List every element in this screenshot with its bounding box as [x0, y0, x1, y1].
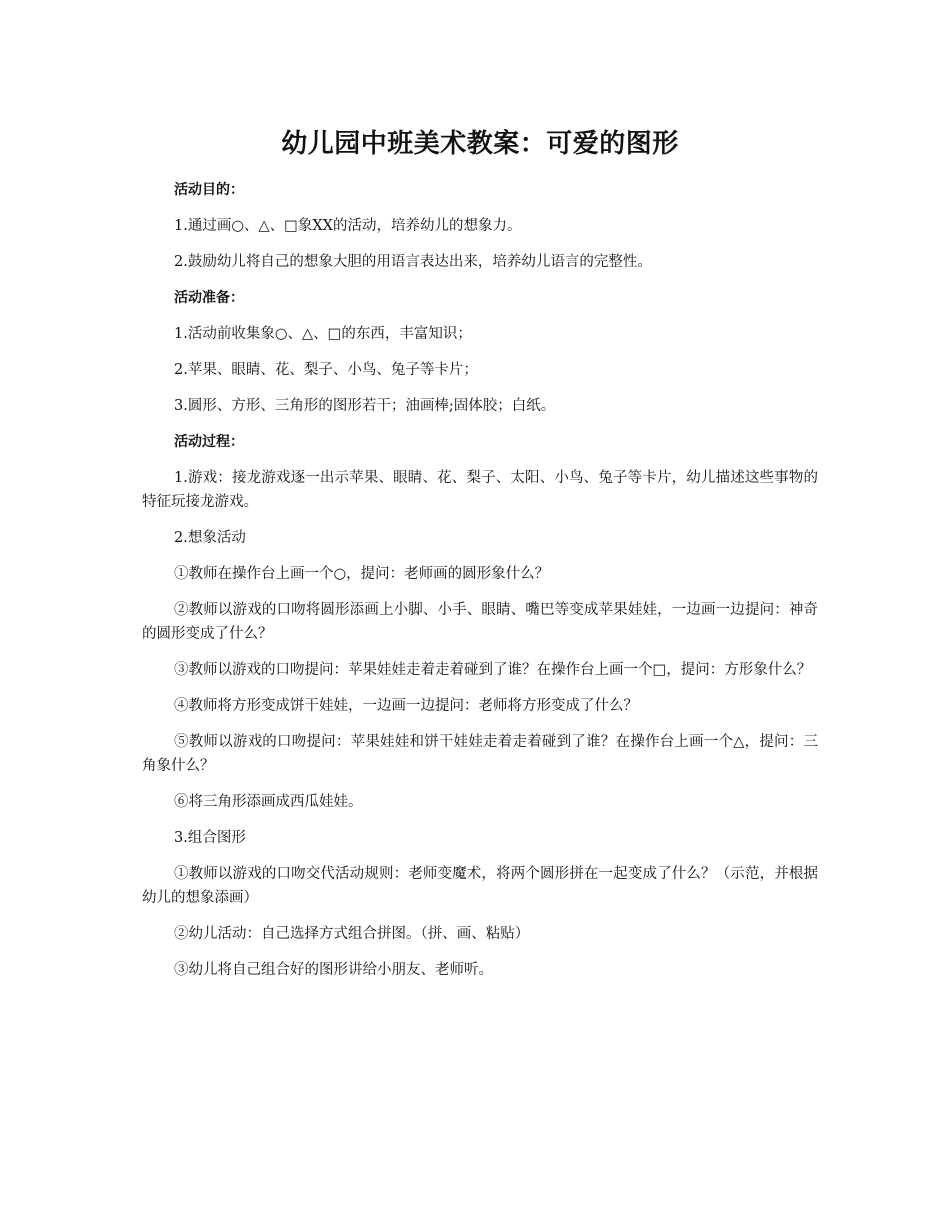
section-heading-objectives: 活动目的：: [174, 182, 244, 198]
section-heading-process: 活动过程：: [174, 434, 244, 450]
paragraph: ④教师将方形变成饼干娃娃，一边画一边提问：老师将方形变成了什么？: [174, 698, 638, 714]
paragraph: 1.通过画○、△、□象XX的活动，培养幼儿的想象力。: [174, 218, 522, 234]
paragraph: ②幼儿活动：自己选择方式组合拼图。（拼、画、粘贴）: [174, 926, 530, 942]
paragraph: 1.游戏：接龙游戏逐一出示苹果、眼睛、花、梨子、太阳、小鸟、兔子等卡片，幼儿描述这些事物的特征玩接龙游戏。: [142, 470, 818, 510]
paragraph: ①教师在操作台上画一个○，提问：老师画的圆形象什么？: [174, 566, 550, 582]
paragraph: ⑤教师以游戏的口吻提问：苹果娃娃和饼干娃娃走着走着碰到了谁？在操作台上画一个△，提问：三角象什么？: [142, 734, 818, 774]
paragraph: 3.圆形、方形、三角形的图形若干；油画棒;固体胶；白纸。: [174, 398, 556, 414]
paragraph: ①教师以游戏的口吻交代活动规则：老师变魔术，将两个圆形拼在一起变成了什么？（示范，并根据幼儿的想象添画）: [142, 866, 818, 906]
paragraph: 3.组合图形: [174, 830, 246, 846]
paragraph: ⑥将三角形添画成西瓜娃娃。: [174, 794, 363, 810]
paragraph: 2.鼓励幼儿将自己的想象大胆的用语言表达出来，培养幼儿语言的完整性。: [174, 254, 652, 270]
paragraph: 2.想象活动: [174, 530, 246, 546]
paragraph: ③幼儿将自己组合好的图形讲给小朋友、老师听。: [174, 962, 493, 978]
section-heading-preparation: 活动准备：: [174, 290, 244, 306]
paragraph: 2.苹果、眼睛、花、梨子、小鸟、兔子等卡片；: [174, 362, 478, 378]
paragraph: ③教师以游戏的口吻提问：苹果娃娃走着走着碰到了谁？在操作台上画一个□，提问：方形象什么？: [174, 662, 812, 678]
paragraph: ②教师以游戏的口吻将圆形添画上小脚、小手、眼睛、嘴巴等变成苹果娃娃，一边画一边提问：神奇的圆形变成了什么？: [142, 602, 818, 642]
paragraph: 1.活动前收集象○、△、□的东西，丰富知识；: [174, 326, 472, 342]
document-title: 幼儿园中班美术教案：可爱的图形: [281, 129, 679, 159]
document-page: [142, 124, 818, 994]
